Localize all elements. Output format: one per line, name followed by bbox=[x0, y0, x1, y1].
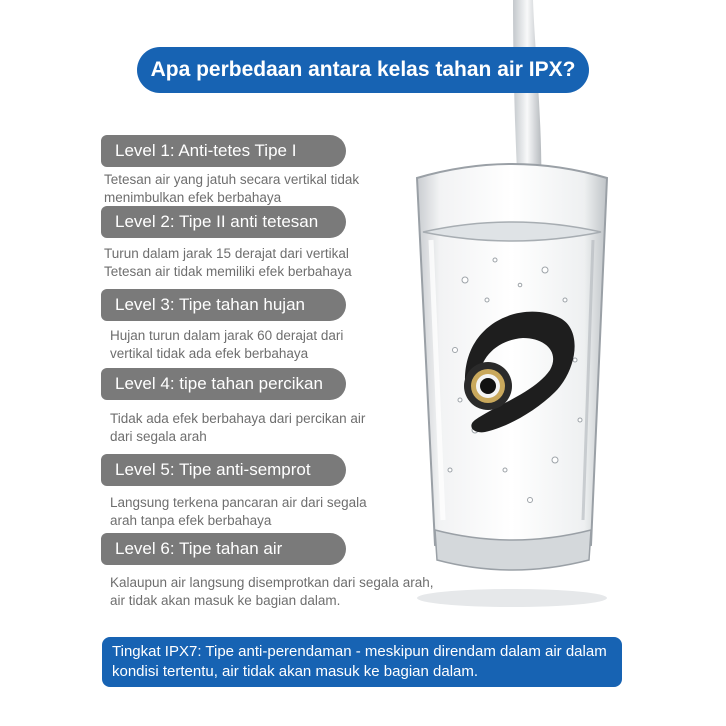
level-5-desc-line2: arah tanpa efek berbahaya bbox=[110, 513, 272, 528]
page-title: Apa perbedaan antara kelas tahan air IPX? bbox=[137, 47, 589, 93]
level-5-label: Level 5: Tipe anti-semprot bbox=[101, 454, 346, 486]
level-4-label: Level 4: tipe tahan percikan bbox=[101, 368, 346, 400]
level-3-desc-line2: vertikal tidak ada efek berbahaya bbox=[110, 346, 309, 361]
level-6-desc bbox=[110, 574, 433, 610]
level-1-desc-line2: menimbulkan efek berbahaya bbox=[104, 190, 282, 205]
level-5-desc bbox=[110, 494, 367, 530]
ipx7-footer bbox=[102, 637, 622, 687]
level-3-desc bbox=[110, 327, 343, 363]
level-2-desc-line1: Turun dalam jarak 15 derajat dari vertikal bbox=[104, 246, 349, 261]
level-3-label: Level 3: Tipe tahan hujan bbox=[101, 289, 346, 321]
level-4-desc bbox=[110, 410, 365, 446]
level-3-desc-line1: Hujan turun dalam jarak 60 derajat dari bbox=[110, 328, 344, 343]
ipx7-footer-text: Tingkat IPX7: Tipe anti-perendaman - meskipun direndam dalam air dalam kondisi tertentu, air tidak akan masuk ke bagian dalam. bbox=[112, 643, 607, 680]
level-6-desc-line1: Kalaupun air langsung disemprotkan dari segala arah, bbox=[110, 575, 434, 590]
level-1-desc-line1: Tetesan air yang jatuh secara vertikal tidak bbox=[104, 172, 360, 187]
level-6-desc-line2: air tidak akan masuk ke bagian dalam. bbox=[110, 593, 341, 608]
level-2-label: Level 2: Tipe II anti tetesan bbox=[101, 206, 346, 238]
level-1-desc bbox=[104, 171, 359, 207]
level-1-label: Level 1: Anti-tetes Tipe I bbox=[101, 135, 346, 167]
level-5-desc-line1: Langsung terkena pancaran air dari segala bbox=[110, 495, 367, 510]
level-4-desc-line1: Tidak ada efek berbahaya dari percikan air bbox=[110, 411, 366, 426]
level-2-desc-line2: Tetesan air tidak memiliki efek berbahaya bbox=[104, 264, 352, 279]
glass-shadow bbox=[417, 589, 607, 607]
level-2-desc bbox=[104, 245, 352, 281]
level-4-desc-line2: dari segala arah bbox=[110, 429, 207, 444]
level-6-label: Level 6: Tipe tahan air bbox=[101, 533, 346, 565]
